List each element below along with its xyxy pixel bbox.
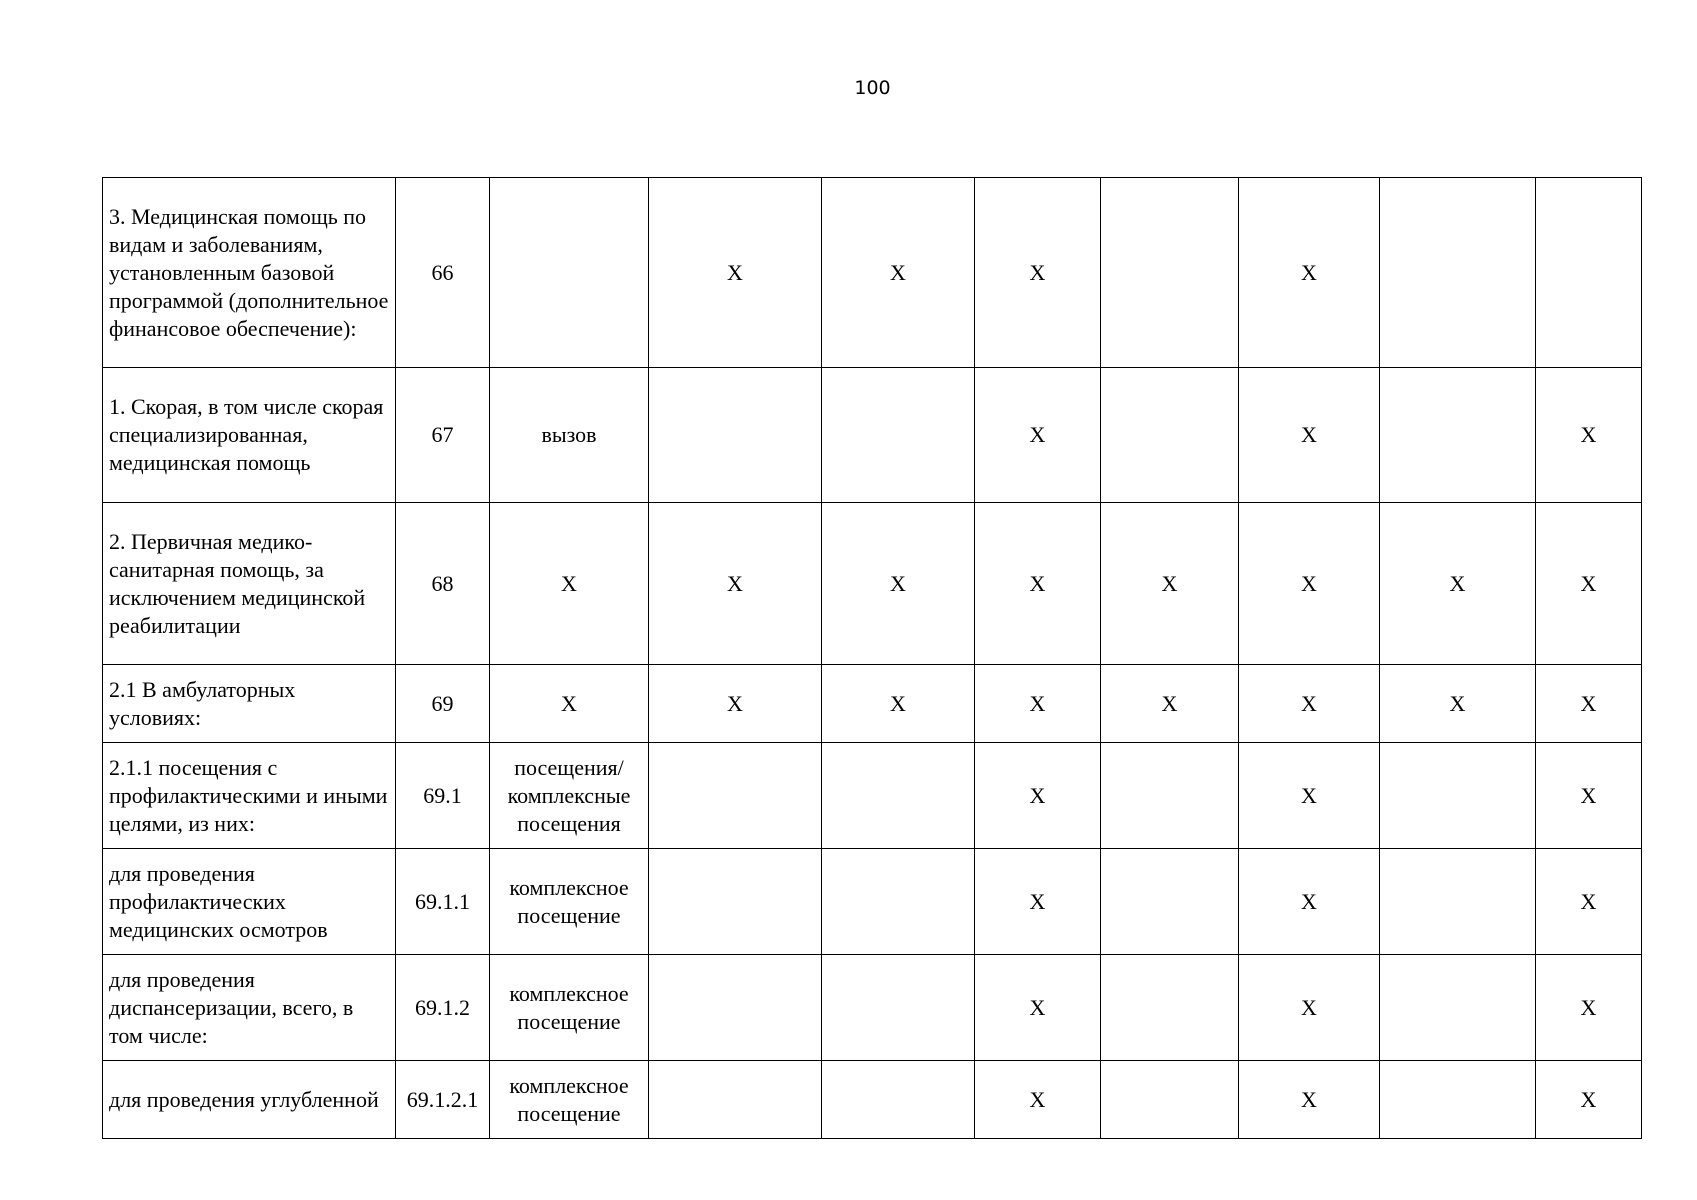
col-3-cell: Х	[975, 1061, 1101, 1139]
row-label: для проведения диспансеризации, всего, в том числе:	[103, 955, 396, 1061]
table-row	[103, 178, 1642, 368]
col-2-cell	[822, 849, 975, 955]
row-label: для проведения профилактических медицинских осмотров	[103, 849, 396, 955]
col-3-cell: Х	[975, 955, 1101, 1061]
row-code: 69.1.2.1	[396, 1061, 490, 1139]
col-3-cell: Х	[975, 849, 1101, 955]
col-2-cell	[822, 743, 975, 849]
row-code: 68	[396, 503, 490, 665]
col-6-cell	[1380, 955, 1536, 1061]
table-row	[103, 368, 1642, 503]
col-2-cell: Х	[822, 665, 975, 743]
col-4-cell	[1101, 849, 1239, 955]
row-unit: Х	[490, 503, 649, 665]
col-1-cell	[649, 368, 822, 503]
row-label: 2.1 В амбулаторных условиях:	[103, 665, 396, 743]
row-code: 69	[396, 665, 490, 743]
col-7-cell: Х	[1536, 849, 1642, 955]
col-6-cell	[1380, 368, 1536, 503]
row-unit: комплексное посещение	[490, 849, 649, 955]
col-5-cell: Х	[1239, 178, 1380, 368]
table-row	[103, 503, 1642, 665]
col-5-cell: Х	[1239, 665, 1380, 743]
row-code: 66	[396, 178, 490, 368]
table-row	[103, 743, 1642, 849]
col-7-cell: Х	[1536, 368, 1642, 503]
row-unit: посещения/комплексные посещения	[490, 743, 649, 849]
col-4-cell	[1101, 1061, 1239, 1139]
col-7-cell: Х	[1536, 665, 1642, 743]
col-1-cell: Х	[649, 665, 822, 743]
col-5-cell: Х	[1239, 849, 1380, 955]
col-5-cell: Х	[1239, 743, 1380, 849]
col-1-cell: Х	[649, 503, 822, 665]
table-row	[103, 665, 1642, 743]
col-4-cell	[1101, 743, 1239, 849]
row-label: для проведения углубленной	[103, 1061, 396, 1139]
col-1-cell: Х	[649, 178, 822, 368]
col-6-cell	[1380, 178, 1536, 368]
row-unit	[490, 178, 649, 368]
col-7-cell: Х	[1536, 955, 1642, 1061]
col-7-cell: Х	[1536, 1061, 1642, 1139]
col-6-cell: Х	[1380, 665, 1536, 743]
row-label: 3. Медицинская помощь по видам и заболеваниям, установленным базовой программой (дополнительное финансовое обеспечение):	[103, 178, 396, 368]
col-3-cell: Х	[975, 368, 1101, 503]
col-1-cell	[649, 743, 822, 849]
row-label: 2.1.1 посещения с профилактическими и иными целями, из них:	[103, 743, 396, 849]
col-5-cell: Х	[1239, 368, 1380, 503]
row-code: 69.1.2	[396, 955, 490, 1061]
col-6-cell: Х	[1380, 503, 1536, 665]
row-code: 67	[396, 368, 490, 503]
col-3-cell: Х	[975, 665, 1101, 743]
col-4-cell	[1101, 368, 1239, 503]
col-7-cell: Х	[1536, 743, 1642, 849]
col-3-cell: Х	[975, 743, 1101, 849]
col-2-cell	[822, 955, 975, 1061]
row-label: 2. Первичная медико-санитарная помощь, за исключением медицинской реабилитации	[103, 503, 396, 665]
row-unit: комплексное посещение	[490, 1061, 649, 1139]
row-unit: комплексное посещение	[490, 955, 649, 1061]
col-5-cell: Х	[1239, 503, 1380, 665]
col-5-cell: Х	[1239, 1061, 1380, 1139]
col-2-cell	[822, 368, 975, 503]
col-4-cell	[1101, 178, 1239, 368]
col-2-cell: Х	[822, 178, 975, 368]
col-4-cell: Х	[1101, 665, 1239, 743]
col-1-cell	[649, 1061, 822, 1139]
row-unit: вызов	[490, 368, 649, 503]
col-1-cell	[649, 955, 822, 1061]
col-6-cell	[1380, 849, 1536, 955]
table-row	[103, 955, 1642, 1061]
col-4-cell: Х	[1101, 503, 1239, 665]
col-2-cell	[822, 1061, 975, 1139]
row-label: 1. Скорая, в том числе скорая специализированная, медицинская помощь	[103, 368, 396, 503]
col-6-cell	[1380, 743, 1536, 849]
col-3-cell: Х	[975, 178, 1101, 368]
page-number: 100	[854, 77, 891, 99]
col-2-cell: Х	[822, 503, 975, 665]
table-row	[103, 1061, 1642, 1139]
col-3-cell: Х	[975, 503, 1101, 665]
col-7-cell	[1536, 178, 1642, 368]
row-code: 69.1	[396, 743, 490, 849]
col-6-cell	[1380, 1061, 1536, 1139]
col-4-cell	[1101, 955, 1239, 1061]
table-row	[103, 849, 1642, 955]
data-table	[102, 177, 1642, 1139]
col-7-cell: Х	[1536, 503, 1642, 665]
col-5-cell: Х	[1239, 955, 1380, 1061]
row-code: 69.1.1	[396, 849, 490, 955]
row-unit: Х	[490, 665, 649, 743]
col-1-cell	[649, 849, 822, 955]
